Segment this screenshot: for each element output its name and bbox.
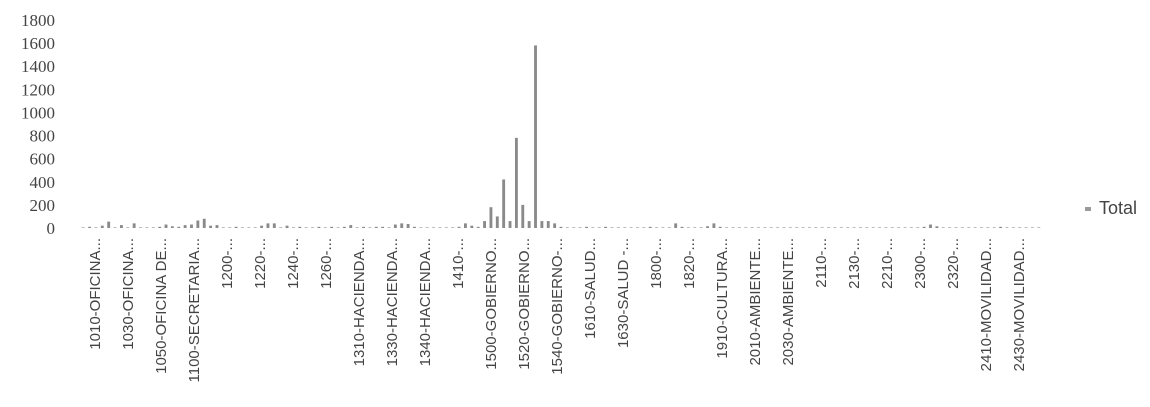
bar [235, 227, 238, 228]
x-tick-label: 1820-... [681, 238, 698, 289]
bar [776, 227, 779, 228]
bar [859, 227, 862, 228]
bar [598, 227, 601, 228]
bar [553, 223, 556, 228]
bar [955, 227, 958, 228]
bar [547, 221, 550, 228]
bar [426, 227, 429, 228]
y-tick-label: 400 [29, 172, 55, 192]
x-tick-label: 1500-GOBIERNO... [483, 238, 500, 370]
bar [439, 227, 442, 228]
x-tick-label: 2430-MOVILIDAD... [1011, 238, 1028, 372]
bar [986, 227, 989, 228]
bar [904, 227, 907, 228]
bar [88, 227, 91, 228]
bar [458, 227, 461, 228]
bar [712, 223, 715, 228]
bar [560, 227, 563, 228]
bar [738, 227, 741, 228]
bar [324, 227, 327, 228]
x-tick-label: 1010-OFICINA... [87, 238, 104, 350]
bar [114, 227, 117, 228]
bar [228, 227, 231, 228]
bar [381, 227, 384, 228]
bar [400, 223, 403, 228]
bar [572, 227, 575, 228]
bar [814, 227, 817, 228]
bar [655, 227, 658, 228]
bar [528, 221, 531, 228]
bar [502, 179, 505, 228]
bar [732, 227, 735, 228]
bar [642, 227, 645, 228]
y-axis [21, 11, 55, 238]
y-tick-label: 1000 [21, 103, 55, 123]
x-axis [87, 238, 1028, 383]
bar [706, 226, 709, 228]
bar [884, 227, 887, 228]
bar [662, 227, 665, 228]
bar [247, 227, 250, 228]
bar [916, 227, 919, 228]
bar [368, 227, 371, 228]
bar [477, 227, 480, 228]
bar [961, 227, 964, 228]
bar [579, 227, 582, 228]
bar [177, 227, 180, 228]
y-tick-label: 0 [46, 219, 55, 238]
bar [349, 225, 352, 228]
bar [935, 226, 938, 228]
bar [158, 227, 161, 228]
bar [337, 227, 340, 228]
bar [891, 227, 894, 228]
bar [821, 227, 824, 228]
bar [470, 226, 473, 228]
bar [604, 227, 607, 228]
bar [617, 227, 620, 228]
bar [802, 227, 805, 228]
x-tick-label: 1310-HACIENDA... [351, 238, 368, 367]
x-tick-label: 2320-... [945, 238, 962, 289]
y-tick-label: 800 [29, 126, 55, 146]
bar [190, 225, 193, 228]
bar [967, 227, 970, 228]
bar [483, 221, 486, 228]
bar [840, 227, 843, 228]
bar [878, 227, 881, 228]
x-tick-label: 1240-... [285, 238, 302, 289]
x-tick-label: 1800-... [648, 238, 665, 289]
bar [317, 227, 320, 228]
bar [394, 225, 397, 228]
bar [719, 227, 722, 228]
bar [1025, 227, 1028, 228]
bar [152, 227, 155, 228]
bar [145, 227, 148, 228]
y-tick-label: 1400 [21, 57, 55, 77]
bar [196, 220, 199, 228]
bar [171, 226, 174, 228]
bar [222, 227, 225, 228]
bar [668, 227, 671, 228]
bar [923, 227, 926, 228]
bar [999, 227, 1002, 228]
bar [1031, 227, 1034, 228]
bar [356, 227, 359, 228]
bar [464, 223, 467, 228]
x-tick-label: 2010-AMBIENTE... [747, 238, 764, 366]
x-tick-label: 1630-SALUD -... [615, 238, 632, 349]
x-tick-label: 1330-HACIENDA... [384, 238, 401, 367]
bar [279, 227, 282, 228]
bar [993, 227, 996, 228]
bar [687, 227, 690, 228]
bar [94, 227, 97, 228]
bar [209, 226, 212, 228]
bar [872, 227, 875, 228]
bar [770, 227, 773, 228]
bar [693, 227, 696, 228]
bar [757, 227, 760, 228]
x-tick-label: 1200-... [219, 238, 236, 289]
bar [700, 227, 703, 228]
bar [591, 227, 594, 228]
bar [534, 45, 537, 228]
bar [1018, 227, 1021, 228]
bar [120, 225, 123, 228]
bar [165, 225, 168, 228]
bar [241, 227, 244, 228]
bar [763, 227, 766, 228]
y-tick-label: 1200 [21, 80, 55, 100]
bar [362, 227, 365, 228]
bar [681, 227, 684, 228]
x-tick-label: 1520-GOBIERNO... [516, 238, 533, 370]
x-tick-label: 1340-HACIENDA... [417, 238, 434, 367]
bar [343, 227, 346, 228]
legend-swatch-total [1085, 207, 1091, 211]
bar [432, 227, 435, 228]
bar [107, 222, 110, 228]
bar [942, 227, 945, 228]
bar [611, 227, 614, 228]
bar [292, 227, 295, 228]
bar [330, 227, 333, 228]
x-tick-label: 2210-... [879, 238, 896, 289]
bars [82, 45, 1041, 228]
bar [509, 221, 512, 228]
bar [496, 216, 499, 228]
bar [515, 138, 518, 228]
bar [311, 227, 314, 228]
bar [139, 227, 142, 228]
bar [305, 227, 308, 228]
bar [789, 227, 792, 228]
bar [82, 227, 85, 228]
bar [203, 219, 206, 228]
bar [216, 225, 219, 228]
bar [751, 227, 754, 228]
x-tick-label: 1030-OFICINA... [120, 238, 137, 350]
x-tick-label: 2410-MOVILIDAD... [978, 238, 995, 372]
bar [834, 227, 837, 228]
x-tick-label: 1610-SALUD... [582, 238, 599, 339]
bar [489, 207, 492, 228]
x-tick-label: 2030-AMBIENTE... [780, 238, 797, 366]
x-tick-label: 1050-OFICINA DE... [153, 238, 170, 374]
bar [445, 227, 448, 228]
bar [980, 227, 983, 228]
bar [808, 227, 811, 228]
bar [260, 226, 263, 228]
bar [375, 227, 378, 228]
x-tick-label: 2300-... [912, 238, 929, 289]
bar [674, 223, 677, 228]
bar [585, 227, 588, 228]
bar [413, 227, 416, 228]
x-tick-label: 2130-... [846, 238, 863, 289]
bar [273, 223, 276, 228]
bar [184, 225, 187, 228]
bar [133, 223, 136, 228]
bar [649, 227, 652, 228]
bar [783, 227, 786, 228]
x-tick-label: 1220-... [252, 238, 269, 289]
bar [910, 227, 913, 228]
x-tick-label: 1260-... [318, 238, 335, 289]
x-tick-label: 1910-CULTURA... [714, 238, 731, 359]
bar [636, 227, 639, 228]
bar [1037, 227, 1040, 228]
bar [521, 205, 524, 228]
bar [897, 227, 900, 228]
bar [388, 227, 391, 228]
bar [254, 227, 257, 228]
y-tick-label: 1800 [21, 11, 55, 30]
y-tick-label: 1600 [21, 34, 55, 54]
bar [853, 227, 856, 228]
bar [630, 227, 633, 228]
bar [407, 224, 410, 228]
bar [286, 226, 289, 228]
x-tick-label: 1100-SECRETARIA... [186, 238, 203, 383]
bar [419, 227, 422, 228]
bar [929, 225, 932, 228]
bar [865, 227, 868, 228]
bar [451, 227, 454, 228]
legend-label-total: Total [1099, 198, 1138, 218]
bar [1012, 227, 1015, 228]
bar [267, 223, 270, 228]
bar [795, 227, 798, 228]
bar [744, 227, 747, 228]
bar [1006, 227, 1009, 228]
bar [101, 226, 104, 228]
x-tick-label: 2110-... [813, 238, 830, 288]
x-tick-label: 1540-GOBIERNO-... [549, 238, 566, 375]
y-tick-label: 200 [29, 195, 55, 215]
bar [948, 227, 951, 228]
bar [846, 227, 849, 228]
bar [623, 227, 626, 228]
bar [725, 227, 728, 228]
bar [126, 227, 129, 228]
bar [540, 221, 543, 228]
y-tick-label: 600 [29, 149, 55, 169]
bar [974, 227, 977, 228]
bar [566, 227, 569, 228]
bar [827, 227, 830, 228]
bar [298, 227, 301, 228]
x-tick-label: 1410-... [450, 238, 467, 289]
